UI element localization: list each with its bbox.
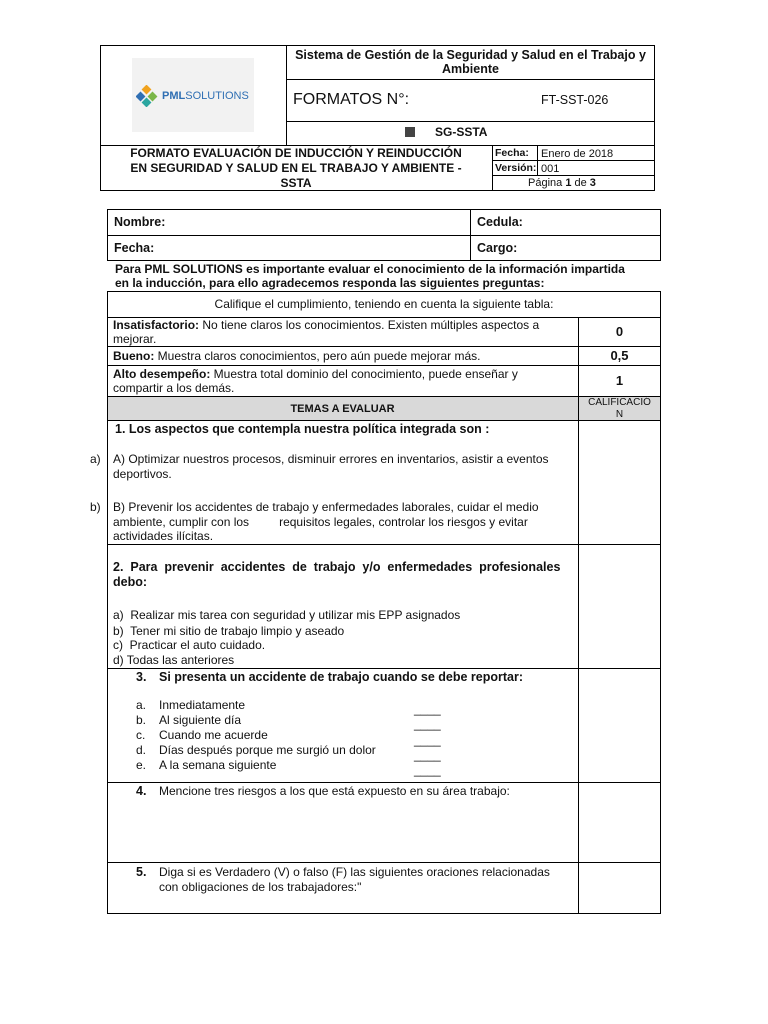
bueno-value: 0,5 [610,348,629,363]
temas-header: TEMAS A EVALUAR [290,403,395,415]
rating-bueno: Bueno: Muestra claros conocimientos, pero aún puede mejorar más. [113,349,481,363]
fecha-value: Enero de 2018 [541,148,614,160]
q2-opt-b: b) Tener mi sitio de trabajo limpio y aseado [113,624,345,638]
q3-opt-mark: a. [136,698,147,712]
q1-b-line3: actividades ilícitas. [113,529,214,543]
q1-a-line1: A) Optimizar nuestros procesos, disminuir errores en inventarios, asistir a eventos [113,452,549,466]
rating-instruction: Califique el cumplimiento, teniendo en cuenta la siguiente tabla: [214,297,554,311]
q3-title: Si presenta un accidente de trabajo cuando se debe reportar: [159,670,523,684]
logo-text-a: PML [162,90,186,102]
formatos-label: FORMATOS N°: [293,91,410,108]
cedula-label: Cedula: [477,215,523,229]
q3-opt-mark: b. [136,713,147,727]
page-indicator: Página 1 de 3 [528,177,596,189]
system-title-line1: Sistema de Gestión de la Seguridad y Salud en el Trabajo y [295,48,646,62]
q1-b-line1: B) Prevenir los accidentes de trabajo y enfermedades laborales, cuidar el medio [113,500,539,514]
q2-title-line1: 2. Para prevenir accidentes de trabajo y/o enfermedades profesionales [113,560,561,574]
calif-header-line1: CALIFICACIÓ [588,397,651,408]
q3-opt-text: Al siguiente día [159,713,242,727]
checkbox-square-icon [405,127,415,137]
cargo-label: Cargo: [477,241,518,255]
q2-opt-c: c) Practicar el auto cuidado. [113,638,266,652]
version-label: Versión: [495,162,537,174]
fecha-info-label: Fecha: [114,241,155,255]
q1-b-mark: b) [90,500,101,514]
system-title-line2: Ambiente [442,62,499,76]
q2-opt-d: d) Todas las anteriores [113,653,235,667]
rating-insatisfactorio: Insatisfactorio: No tiene claros los conocimientos. Existen múltiples aspectos a mejorar. [113,318,540,346]
q3-opt-mark: d. [136,743,147,757]
q4-num: 4. [136,784,147,798]
intro-line1: Para PML SOLUTIONS es importante evaluar el conocimiento de la información impartida [115,262,625,276]
q5-num: 5. [136,865,147,879]
insat-value: 0 [615,324,624,339]
format-title-line3: SSTA [280,176,312,190]
q3-opt-blank: ____ [414,733,441,747]
version-value: 001 [541,163,560,175]
nombre-label: Nombre: [114,215,166,229]
format-code: FT-SST-026 [541,93,609,107]
company-logo [132,58,254,132]
q3-opt-text: A la semana siguiente [159,758,277,772]
q3-opt-text: Cuando me acuerde [159,728,268,742]
logo-mark-icon [136,85,158,107]
q2-title-line2: debo: [113,575,148,589]
q1-title: 1. Los aspectos que contempla nuestra política integrada son : [115,422,490,436]
q1-b-line2: ambiente, cumplir con los requisitos legales, controlar los riesgos y evitar [113,515,528,529]
q3-opt-mark: e. [136,758,147,772]
rating-alto: Alto desempeño: Muestra total dominio del conocimiento, puede enseñar y compartir a los demás. [113,367,518,395]
q3-opt-blank: ____ [414,702,441,716]
alto-value: 1 [615,373,624,388]
q3-opt-blank: ____ [414,748,441,762]
q4-text: Mencione tres riesgos a los que está expuesto en su área trabajo: [159,784,510,798]
q3-opt-text: Días después porque me surgió un dolor [159,743,376,757]
sg-label: SG-SSTA [405,125,487,139]
fecha-label: Fecha: [495,147,529,159]
format-title-line1: FORMATO EVALUACIÓN DE INDUCCIÓN Y REINDUCCIÓN [130,146,462,160]
q1-a-line2: deportivos. [113,467,172,481]
q3-opt-blank: ____ [414,717,441,731]
q5-text-line2: con obligaciones de los trabajadores:" [159,880,362,894]
calif-header-line2: N [615,409,624,420]
logo-text-b: SOLUTIONS [185,90,249,102]
format-title-line2: EN SEGURIDAD Y SALUD EN EL TRABAJO Y AMBIENTE - [130,161,462,175]
q1-a-mark: a) [90,452,101,466]
q2-opt-a: a) Realizar mis tarea con seguridad y utilizar mis EPP asignados [113,608,461,622]
q3-num: 3. [136,670,147,684]
q3-opt-mark: c. [136,728,146,742]
q3-opt-blank: ____ [414,763,441,777]
intro-line2: en la inducción, para ello agradecemos responda las siguientes preguntas: [115,276,545,290]
q5-text-line1: Diga si es Verdadero (V) o falso (F) las siguientes oraciones relacionadas [159,865,550,879]
q3-opt-text: Inmediatamente [159,698,246,712]
